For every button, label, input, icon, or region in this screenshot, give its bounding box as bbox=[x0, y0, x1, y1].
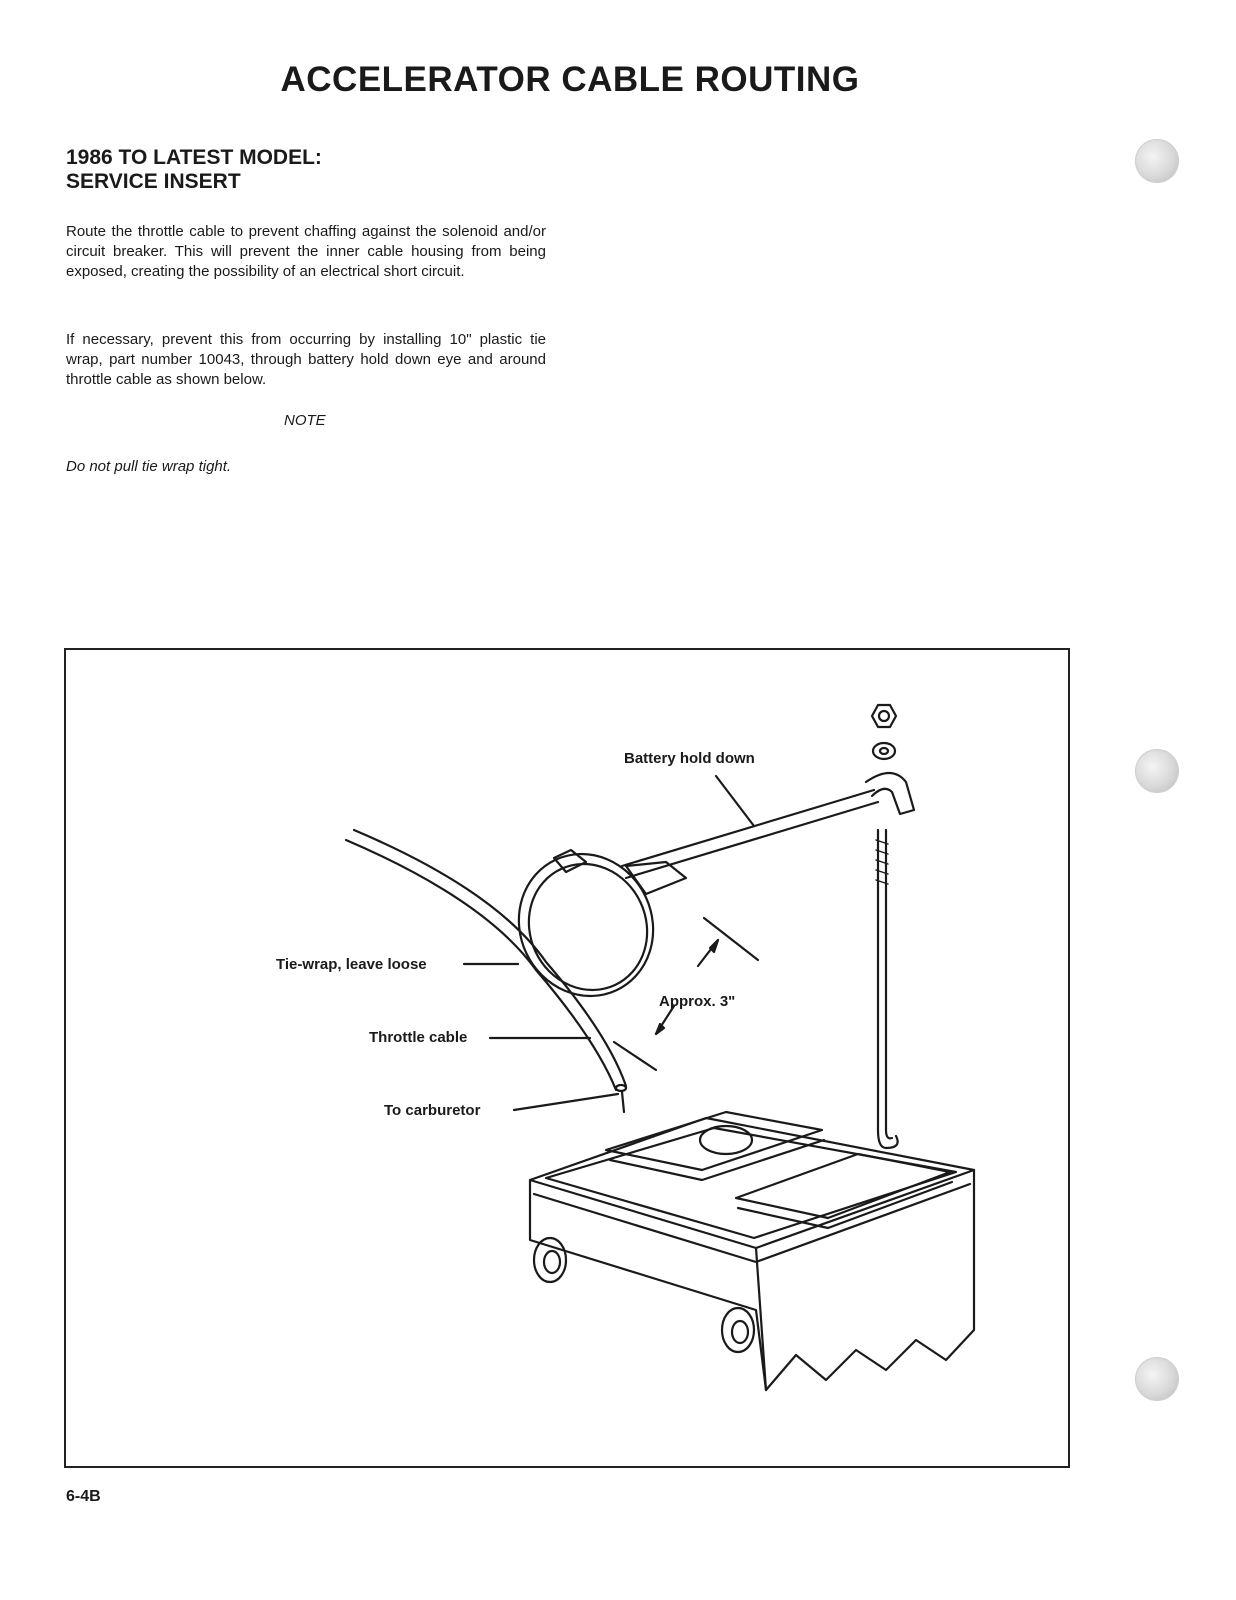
hold-down-washer bbox=[873, 743, 895, 759]
label-approx: Approx. 3" bbox=[659, 993, 736, 1010]
leader-battery-hold-down bbox=[716, 776, 754, 826]
binder-hole-bottom bbox=[1135, 1357, 1179, 1401]
battery-terminal-right bbox=[722, 1308, 754, 1352]
battery bbox=[530, 1112, 974, 1390]
note-text: Do not pull tie wrap tight. bbox=[66, 458, 232, 475]
note-label: NOTE bbox=[284, 412, 326, 429]
paragraph-tie-wrap: If necessary, prevent this from occurring by installing 10" plastic tie wrap, part number 10043, through battery hold down eye and around throttle cable as shown below. bbox=[66, 331, 546, 388]
label-throttle-cable: Throttle cable bbox=[369, 1029, 468, 1046]
paragraph-routing: Route the throttle cable to prevent chaffing against the solenoid and/or circuit breaker. This will prevent the inner cable housing from being exposed, creating the possibility of an electrical short circuit. bbox=[66, 223, 546, 280]
label-to-carburetor: To carburetor bbox=[384, 1102, 481, 1119]
page-number: 6-4B bbox=[66, 1488, 101, 1505]
hold-down-rod bbox=[876, 830, 898, 1148]
cable-routing-figure bbox=[64, 648, 1070, 1468]
page-title: ACCELERATOR CABLE ROUTING bbox=[280, 60, 860, 99]
battery-terminal-left bbox=[534, 1238, 566, 1282]
section-heading bbox=[66, 146, 322, 194]
label-battery-hold-down: Battery hold down bbox=[624, 750, 755, 767]
leader-to-carburetor bbox=[514, 1094, 618, 1110]
label-tie-wrap: Tie-wrap, leave loose bbox=[276, 956, 427, 973]
battery-hold-down-bar bbox=[622, 773, 914, 894]
tie-wrap bbox=[496, 832, 676, 1018]
binder-hole-middle bbox=[1135, 749, 1179, 793]
hold-down-nut bbox=[872, 705, 896, 727]
cable-routing-illustration bbox=[66, 650, 1072, 1470]
binder-hole-top bbox=[1135, 139, 1179, 183]
section-heading-line1: 1986 TO LATEST MODEL: bbox=[66, 146, 322, 169]
section-heading-line2: SERVICE INSERT bbox=[66, 170, 241, 193]
